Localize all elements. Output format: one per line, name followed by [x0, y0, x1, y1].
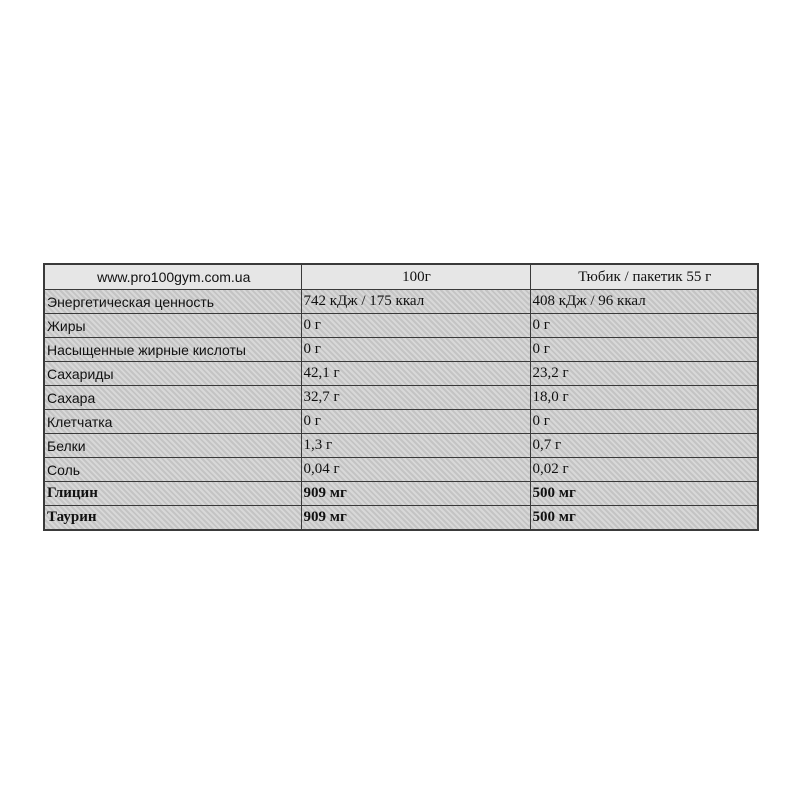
table-row — [44, 338, 758, 362]
nutrient-name: Таурин — [44, 506, 301, 531]
header-row — [44, 264, 758, 290]
table-row — [44, 290, 758, 314]
header-website: www.pro100gym.com.ua — [44, 264, 301, 290]
value-per-pack: 408 кДж / 96 ккал — [530, 290, 758, 314]
nutrient-name: Сахара — [44, 386, 301, 410]
value-per-100g: 32,7 г — [301, 386, 530, 410]
nutrient-name: Энергетическая ценность — [44, 290, 301, 314]
table-row — [44, 434, 758, 458]
value-per-100g: 909 мг — [301, 482, 530, 506]
nutrient-name: Сахариды — [44, 362, 301, 386]
nutrient-name: Глицин — [44, 482, 301, 506]
value-per-pack: 0,02 г — [530, 458, 758, 482]
table-row — [44, 458, 758, 482]
value-per-100g: 909 мг — [301, 506, 530, 531]
table-row — [44, 314, 758, 338]
value-per-100g: 0,04 г — [301, 458, 530, 482]
value-per-pack: 0 г — [530, 338, 758, 362]
value-per-100g: 0 г — [301, 338, 530, 362]
nutrient-name: Клетчатка — [44, 410, 301, 434]
nutrition-table — [43, 263, 759, 531]
table-row — [44, 386, 758, 410]
table-row — [44, 362, 758, 386]
value-per-100g: 1,3 г — [301, 434, 530, 458]
nutrient-name: Соль — [44, 458, 301, 482]
table-row — [44, 482, 758, 506]
value-per-pack: 0 г — [530, 314, 758, 338]
value-per-100g: 0 г — [301, 410, 530, 434]
header-per-pack: Тюбик / пакетик 55 г — [530, 264, 758, 290]
value-per-pack: 18,0 г — [530, 386, 758, 410]
nutrient-name: Жиры — [44, 314, 301, 338]
value-per-pack: 0 г — [530, 410, 758, 434]
header-per-100g: 100г — [301, 264, 530, 290]
nutrient-name: Белки — [44, 434, 301, 458]
table-row — [44, 506, 758, 531]
value-per-100g: 42,1 г — [301, 362, 530, 386]
value-per-100g: 742 кДж / 175 ккал — [301, 290, 530, 314]
table-row — [44, 410, 758, 434]
nutrient-name: Насыщенные жирные кислоты — [44, 338, 301, 362]
value-per-100g: 0 г — [301, 314, 530, 338]
value-per-pack: 23,2 г — [530, 362, 758, 386]
value-per-pack: 500 мг — [530, 506, 758, 531]
value-per-pack: 500 мг — [530, 482, 758, 506]
table-body — [44, 290, 758, 531]
value-per-pack: 0,7 г — [530, 434, 758, 458]
